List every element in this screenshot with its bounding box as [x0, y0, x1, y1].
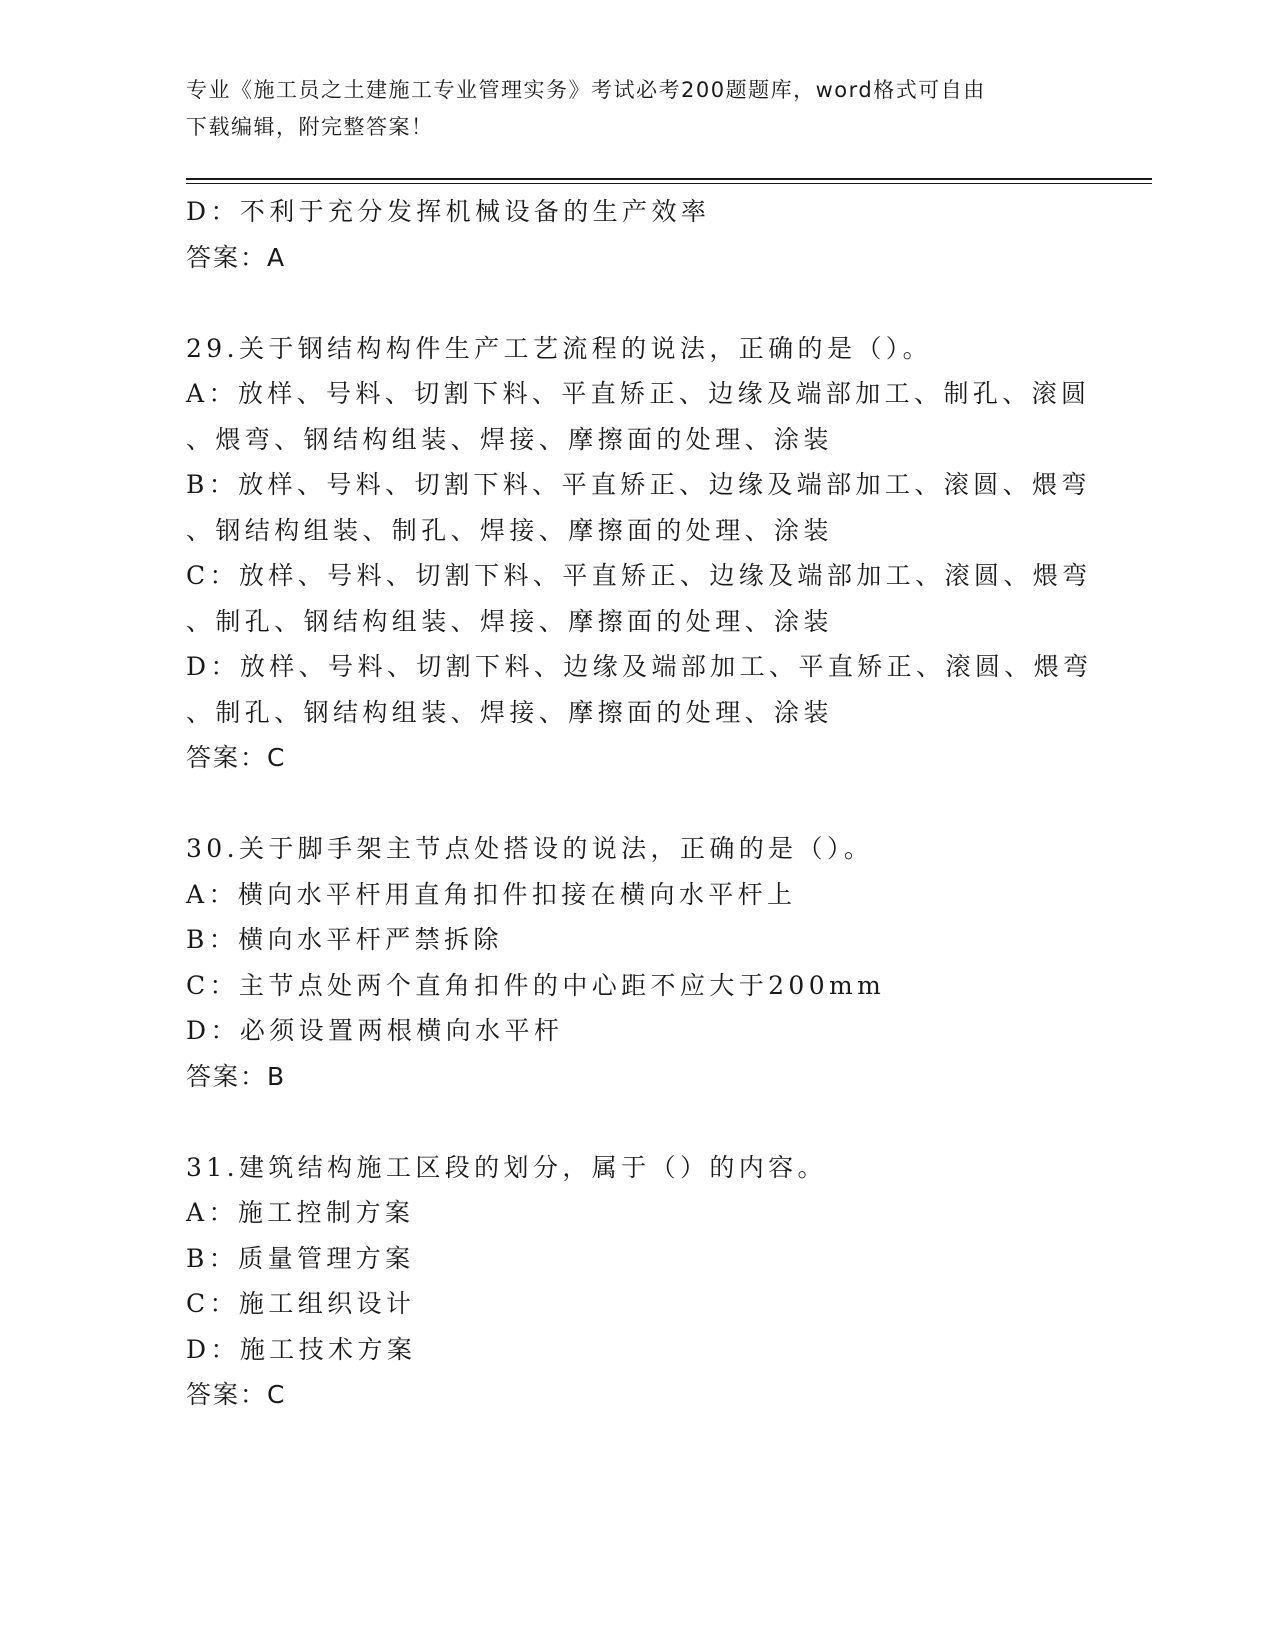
- spacer: [186, 1099, 1106, 1145]
- option-d: D：放样、号料、切割下料、边缘及端部加工、平直矫正、滚圆、煨弯: [186, 652, 1093, 681]
- header-line-2: 下载编辑，附完整答案！: [186, 115, 434, 139]
- question-stem: 31.建筑结构施工区段的划分，属于（）的内容。: [186, 1152, 827, 1182]
- question-29: [186, 326, 1106, 781]
- answer: 答案：B: [186, 1061, 287, 1091]
- header-rule-thin: [186, 183, 1152, 184]
- option-b: B：放样、号料、切割下料、平直矫正、边缘及端部加工、滚圆、煨弯: [186, 470, 1091, 499]
- question-content: [186, 189, 1106, 1418]
- header-line-1: 专业《施工员之土建施工专业管理实务》考试必考200题题库，word格式可自由: [186, 78, 986, 102]
- option-c: C：放样、号料、切割下料、平直矫正、边缘及端部加工、滚圆、煨弯: [186, 561, 1092, 590]
- option-a: A：横向水平杆用直角扣件扣接在横向水平杆上: [186, 879, 797, 909]
- question-stem: 30.关于脚手架主节点处搭设的说法，正确的是（）。: [186, 834, 874, 863]
- option-b-cont: 、钢结构组装、制孔、焊接、摩擦面的处理、涂装: [186, 515, 833, 545]
- question-stem: 29.关于钢结构构件生产工艺流程的说法，正确的是（）。: [186, 333, 933, 363]
- option-c-cont: 、制孔、钢结构组装、焊接、摩擦面的处理、涂装: [186, 606, 833, 636]
- option-d: D：必须设置两根横向水平杆: [186, 1016, 564, 1045]
- option-a-cont: 、煨弯、钢结构组装、焊接、摩擦面的处理、涂装: [186, 424, 833, 454]
- option-b: B：横向水平杆严禁拆除: [186, 925, 503, 954]
- option-a: A：放样、号料、切割下料、平直矫正、边缘及端部加工、制孔、滚圆: [186, 379, 1091, 408]
- answer: 答案：C: [186, 1380, 287, 1409]
- option-b: B：质量管理方案: [186, 1243, 415, 1273]
- option-d-cont: 、制孔、钢结构组装、焊接、摩擦面的处理、涂装: [186, 697, 833, 727]
- answer: 答案：C: [186, 743, 287, 772]
- option-c: C：施工组织设计: [186, 1289, 416, 1318]
- option-a: A：施工控制方案: [186, 1198, 415, 1227]
- document-header: [186, 72, 1086, 146]
- header-rule-thick: [186, 178, 1152, 180]
- prev-answer: 答案：A: [186, 242, 287, 272]
- option-c: C：主节点处两个直角扣件的中心距不应大于200mm: [186, 970, 886, 1000]
- spacer: [186, 280, 1106, 326]
- option-d: D：施工技术方案: [186, 1334, 417, 1364]
- spacer: [186, 781, 1106, 827]
- question-31: [186, 1145, 1106, 1418]
- question-30: [186, 826, 1106, 1099]
- prev-option-d: D：不利于充分发挥机械设备的生产效率: [186, 197, 711, 226]
